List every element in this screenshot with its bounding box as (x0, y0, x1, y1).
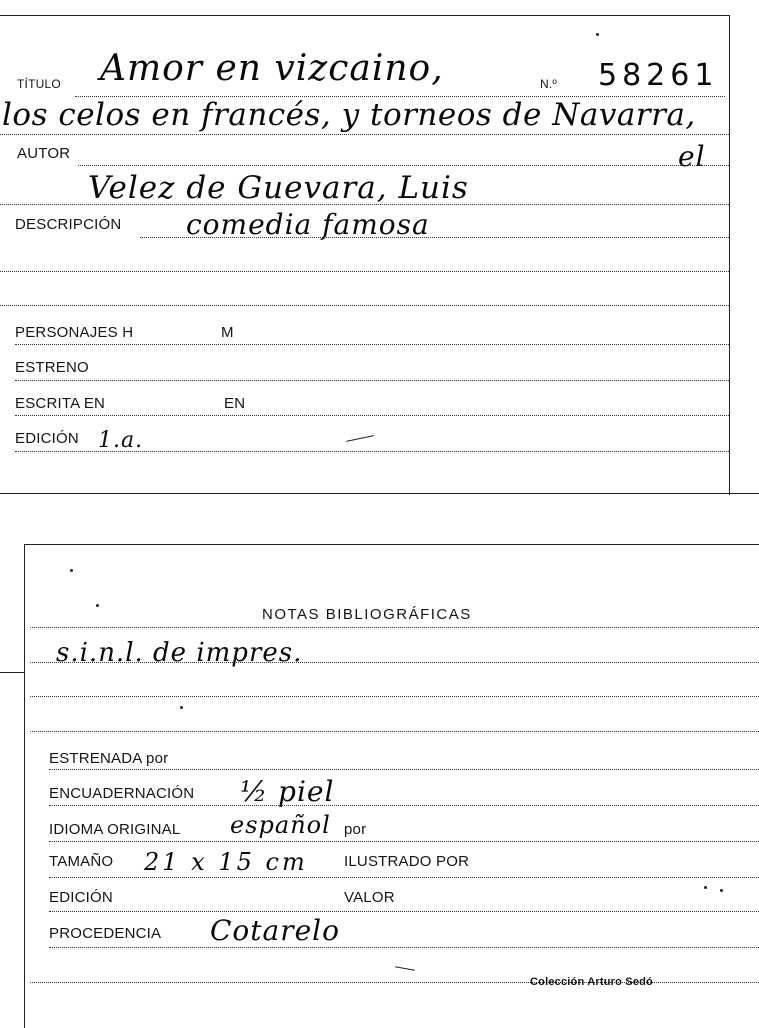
descripcion-line-2 (0, 271, 729, 272)
descripcion-line (140, 237, 729, 238)
edicion-label: EDICIÓN (15, 430, 79, 447)
personajes-line (15, 344, 729, 345)
encuadernacion-value: ½ piel (240, 775, 335, 808)
idioma-line (49, 841, 759, 842)
edicion-line (15, 451, 729, 452)
scan-speck (720, 889, 723, 892)
notas-line-3 (30, 696, 759, 697)
coleccion-label: Colección Arturo Sedó (530, 976, 653, 988)
personajes-m-label: M (221, 324, 234, 341)
estrenada-line (49, 769, 759, 770)
idioma-label: IDIOMA ORIGINAL (49, 821, 181, 838)
notas-line-1 (30, 627, 759, 628)
encuadernacion-label: ENCUADERNACIÓN (49, 785, 195, 802)
estreno-line (15, 380, 729, 381)
titulo-continuation: los celos en francés, y torneos de Navarra, (2, 97, 696, 133)
estreno-label: ESTRENO (15, 359, 89, 376)
titulo-cont-line (0, 134, 729, 135)
scan-speck (70, 569, 73, 572)
card2-left-border (24, 544, 25, 1028)
notas-line-4 (30, 731, 759, 732)
procedencia-line (49, 947, 759, 948)
scan-mark (395, 966, 415, 970)
tamano-label: TAMAÑO (49, 853, 114, 870)
procedencia-value: Cotarelo (210, 914, 340, 947)
estrenada-label: ESTRENADA por (49, 750, 169, 767)
titulo-value: Amor en vizcaino, (100, 48, 444, 89)
titulo-label: TÍTULO (17, 77, 61, 91)
encuadernacion-line (49, 805, 759, 806)
procedencia-label: PROCEDENCIA (49, 925, 162, 942)
notas-line-2 (30, 662, 759, 663)
edicion2-label: EDICIÓN (49, 889, 113, 906)
scan-speck (96, 604, 99, 607)
ilustrado-label: ILUSTRADO POR (344, 853, 470, 870)
descripcion-line-3 (0, 305, 729, 306)
margin-line (0, 672, 24, 673)
autor-line (78, 165, 729, 166)
autor-line-2 (0, 204, 729, 205)
idioma-value: español (230, 811, 331, 839)
notas-value: s.i.n.l. de impres. (56, 638, 303, 668)
escrita-line (15, 415, 729, 416)
autor-label: AUTOR (17, 145, 71, 162)
personajes-label: PERSONAJES H (15, 324, 134, 341)
scan-speck (596, 33, 599, 36)
tamano-value: 21 x 15 cm (144, 848, 308, 876)
scan-speck (180, 706, 183, 709)
card1-right-border (729, 15, 730, 495)
valor-label: VALOR (344, 889, 395, 906)
edicion2-line (49, 911, 759, 912)
notas-label: NOTAS BIBLIOGRÁFICAS (262, 606, 472, 623)
escrita-en-label: EN (224, 395, 246, 412)
card1-top-border (0, 15, 730, 16)
scan-speck (704, 886, 707, 889)
numero-value: 58261 (598, 58, 719, 93)
autor-value: Velez de Guevara, Luis (88, 170, 469, 206)
numero-label: N.º (540, 77, 557, 91)
escrita-label: ESCRITA EN (15, 395, 106, 412)
titulo-continuation-end: el (678, 140, 706, 173)
edicion-value: 1.a. (98, 428, 144, 453)
idioma-por-label: por (344, 821, 367, 838)
descripcion-label: DESCRIPCIÓN (15, 216, 122, 233)
tamano-line (49, 877, 759, 878)
card2-top-border (24, 544, 759, 545)
scan-mark (346, 435, 374, 442)
card1-bottom-border (0, 493, 759, 494)
descripcion-value: comedia famosa (186, 208, 430, 241)
